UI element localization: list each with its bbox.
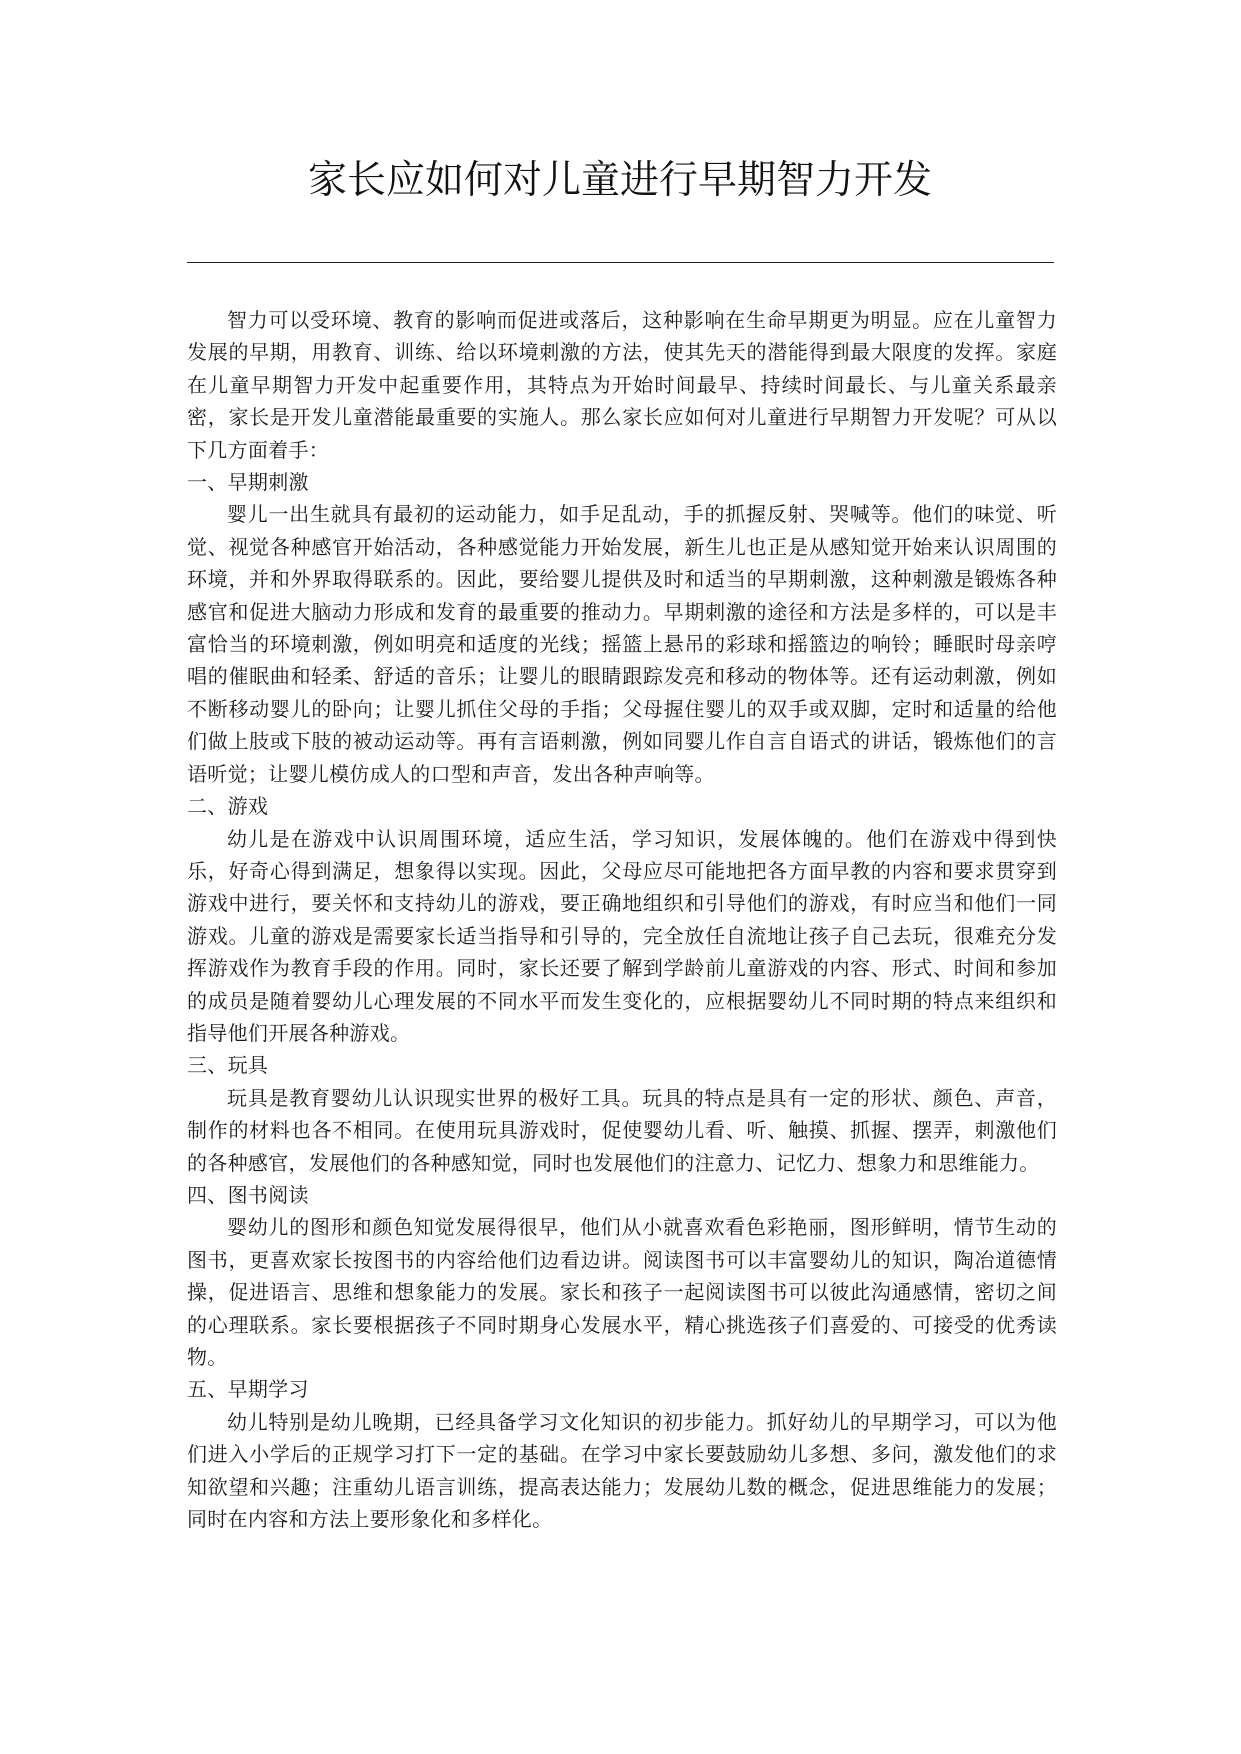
section-heading: 一、早期刺激 [187,470,309,495]
document-title: 家长应如何对儿童进行早期智力开发 [307,158,932,203]
section-paragraph: 幼儿是在游戏中认识周围环境，适应生活，学习知识，发展体魄的。他们在游戏中得到快乐，好奇心得到满足，想象得以实现。因此，父母应尽可能地把各方面早教的内容和要求贯穿到游戏中进行，要关怀和支持幼儿的游戏，要正确地组织和引导他们的游戏，有时应当和他们一同游戏。儿童的游戏是需要家长适当指导和引导的，完全放任自流地让孩子自己去玩，很难充分发挥游戏作为教育手段的作用。同时，家长还要了解到学龄前儿童游戏的内容、形式、时间和参加的成员是随着婴幼儿心理发展的不同水平而发生变化的，应根据婴幼儿不同时期的特点来组织和指导他们开展各种游戏。 [187,826,1057,1045]
section-paragraph: 玩具是教育婴幼儿认识现实世界的极好工具。玩具的特点是具有一定的形状、颜色、声音，制作的材料也各不相同。在使用玩具游戏时，促使婴幼儿看、听、触摸、抓握、摆弄，刺激他们的各种感官，发展他们的各种感知觉，同时也发展他们的注意力、记忆力、想象力和思维能力。 [187,1085,1057,1175]
section-early-learning [187,1373,1057,1535]
intro-paragraph: 智力可以受环境、教育的影响而促进或落后，这种影响在生命早期更为明显。应在儿童智力发展的早期，用教育、训练、给以环境刺激的方法，使其先天的潜能得到最大限度的发挥。家庭在儿童早期智力开发中起重要作用，其特点为开始时间最早、持续时间最长、与儿童关系最亲密，家长是开发儿童潜能最重要的实施人。那么家长应如何对儿童进行早期智力开发呢？可从以下几方面着手： [187,308,1057,462]
section-games [187,790,1057,1049]
section-toys [187,1049,1057,1179]
document-body [187,304,1057,1535]
section-early-stimulation [187,466,1057,790]
section-heading: 四、图书阅读 [187,1182,309,1207]
section-paragraph: 婴幼儿的图形和颜色知觉发展得很早，他们从小就喜欢看色彩艳丽，图形鲜明，情节生动的图书，更喜欢家长按图书的内容给他们边看边讲。阅读图书可以丰富婴幼儿的知识，陶冶道德情操，促进语言、思维和想象能力的发展。家长和孩子一起阅读图书可以彼此沟通感情，密切之间的心理联系。家长要根据孩子不同时期身心发展水平，精心挑选孩子们喜爱的、可接受的优秀读物。 [187,1215,1057,1369]
title-divider [187,262,1054,263]
section-paragraph: 婴儿一出生就具有最初的运动能力，如手足乱动，手的抓握反射、哭喊等。他们的味觉、听觉、视觉各种感官开始活动，各种感觉能力开始发展，新生儿也正是从感知觉开始来认识周围的环境，并和外界取得联系的。因此，要给婴儿提供及时和适当的早期刺激，这种刺激是锻炼各种感官和促进大脑动力形成和发育的最重要的推动力。早期刺激的途径和方法是多样的，可以是丰富恰当的环境刺激，例如明亮和适度的光线；摇篮上悬吊的彩球和摇篮边的响铃；睡眠时母亲哼唱的催眠曲和轻柔、舒适的音乐；让婴儿的眼睛跟踪发亮和移动的物体等。还有运动刺激，例如不断移动婴儿的卧向；让婴儿抓住父母的手指；父母握住婴儿的双手或双脚，定时和适量的给他们做上肢或下肢的被动运动等。再有言语刺激，例如同婴儿作自言自语式的讲话，锻炼他们的言语听觉；让婴儿模仿成人的口型和声音，发出各种声响等。 [187,502,1057,786]
section-heading: 二、游戏 [187,794,269,819]
section-picture-books [187,1179,1057,1373]
section-heading: 三、玩具 [187,1053,269,1078]
section-heading: 五、早期学习 [187,1377,309,1402]
section-paragraph: 幼儿特别是幼儿晚期，已经具备学习文化知识的初步能力。抓好幼儿的早期学习，可以为他们进入小学后的正规学习打下一定的基础。在学习中家长要鼓励幼儿多想、多问，激发他们的求知欲望和兴趣；注重幼儿语言训练，提高表达能力；发展幼儿数的概念，促进思维能力的发展；同时在内容和方法上要形象化和多样化。 [187,1409,1057,1532]
